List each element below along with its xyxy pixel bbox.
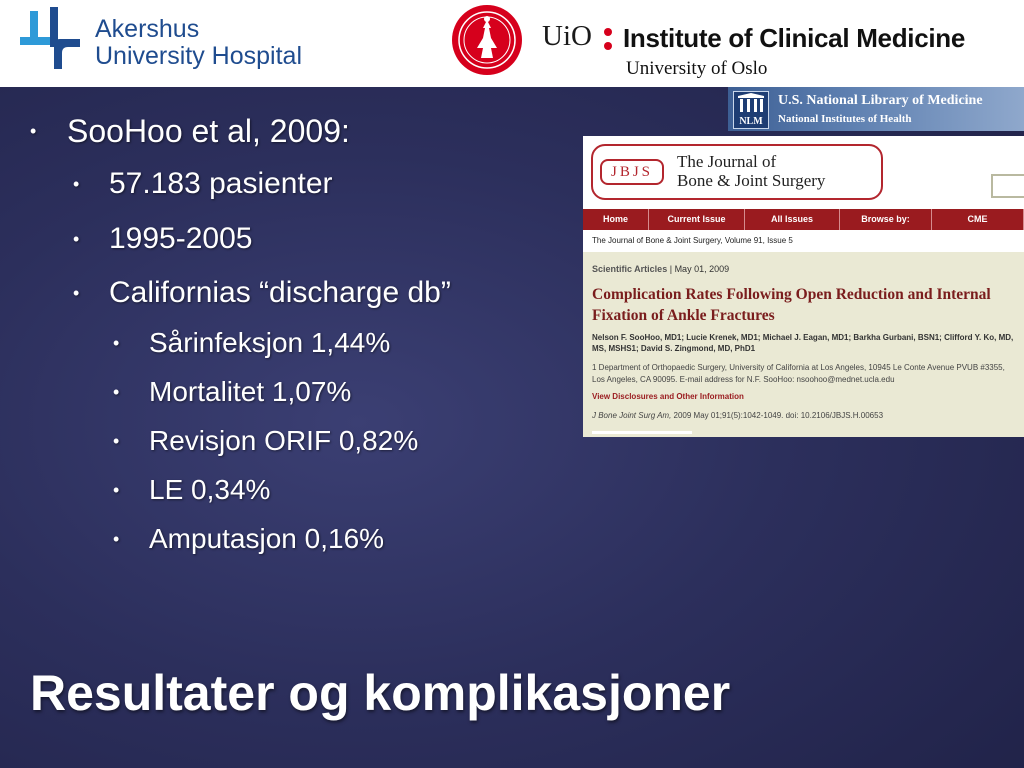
- bullet-text: Mortalitet 1,07%: [149, 376, 352, 407]
- bullet-dot-icon: •: [73, 174, 80, 194]
- bullet-item: [113, 376, 352, 408]
- jbjs-nav-cme[interactable]: CME: [932, 209, 1024, 230]
- bullet-text: 57.183 pasienter: [109, 167, 333, 200]
- hospital-name: [95, 16, 302, 70]
- jbjs-section-label: Scientific Articles: [592, 264, 668, 274]
- uio-seal-icon: [451, 4, 523, 76]
- jbjs-mark: JBJS: [600, 159, 664, 185]
- nlm-title: U.S. National Library of Medicine: [778, 93, 983, 108]
- slide-title: Resultater og komplikasjoner: [30, 665, 731, 721]
- bullet-text: Sårinfeksjon 1,44%: [149, 327, 391, 358]
- jbjs-nav-all-issues[interactable]: All Issues: [745, 209, 840, 230]
- jbjs-nav-home[interactable]: Home: [583, 209, 649, 230]
- header-band: [0, 0, 1024, 87]
- bullet-item: [113, 474, 271, 506]
- jbjs-journal-name: [677, 152, 825, 190]
- bullet-dot-icon: •: [113, 382, 120, 402]
- jbjs-search-input[interactable]: [991, 174, 1024, 198]
- bullet-item: [73, 167, 333, 201]
- bullet-item: [113, 523, 385, 555]
- bullet-item: [73, 276, 451, 310]
- nlm-box-label: NLM: [739, 116, 763, 127]
- bullet-text: LE 0,34%: [149, 474, 271, 505]
- jbjs-nav-current-issue[interactable]: Current Issue: [649, 209, 745, 230]
- bullet-dot-icon: •: [30, 121, 37, 141]
- jbjs-date: May 01, 2009: [674, 264, 730, 274]
- bullet-text: Revisjon ORIF 0,82%: [149, 425, 419, 456]
- jbjs-separator: |: [669, 264, 675, 274]
- jbjs-name-line2: Bone & Joint Surgery: [677, 171, 826, 190]
- jbjs-cite-rest: 2009 May 01;91(5):1042-1049. doi: 10.2106/JBJS.H.00653: [673, 411, 884, 420]
- jbjs-disclosures-link[interactable]: View Disclosures and Other Information: [592, 392, 744, 401]
- bullet-text: Amputasjon 0,16%: [149, 523, 385, 554]
- uio-wordmark: UiO: [542, 20, 592, 52]
- uio-colon-icon: [604, 28, 612, 50]
- bullet-item: [30, 113, 350, 150]
- bullet-dot-icon: •: [113, 529, 120, 549]
- jbjs-issue-line: The Journal of Bone & Joint Surgery, Volume 91, Issue 5: [592, 236, 793, 245]
- hospital-name-line2: University Hospital: [95, 42, 303, 70]
- nlm-logo-icon: [733, 91, 769, 129]
- journal-clipping: [583, 136, 1024, 437]
- jbjs-name-line1: The Journal of: [677, 152, 777, 171]
- jbjs-authors: Nelson F. SooHoo, MD1; Lucie Krenek, MD1; Michael J. Eagan, MD1; Barkha Gurbani, BSN1; Clifford Y. Ko, MD, MS, MSHS1; David S. Zingmond, MD, PhD1: [592, 333, 1014, 353]
- bullet-item: [73, 222, 253, 256]
- bullet-text: SooHoo et al, 2009:: [67, 113, 350, 149]
- bullet-text: 1995-2005: [109, 222, 253, 255]
- institute-subtitle: University of Oslo: [626, 58, 768, 79]
- bullet-dot-icon: •: [113, 480, 120, 500]
- jbjs-section-line: [592, 264, 729, 274]
- jbjs-citation: [592, 411, 883, 420]
- hospital-name-line1: Akershus: [95, 15, 200, 43]
- jbjs-department: 1 Department of Orthopaedic Surgery, University of California at Los Angeles, 10945 Le Conte Avenue PVUB #3355, Los Angeles, CA 90095. E-mail address for N.F. SooHoo: nsoohoo@mednet.ucla.edu: [592, 363, 1005, 384]
- jbjs-article-title[interactable]: Complication Rates Following Open Reduction and Internal Fixation of Ankle Fractures: [592, 286, 991, 324]
- jbjs-nav-browse[interactable]: Browse by:: [840, 209, 932, 230]
- institute-name: Institute of Clinical Medicine: [623, 23, 966, 53]
- jbjs-footer-rule: [592, 431, 692, 434]
- bullet-item: [113, 425, 419, 457]
- akershus-logo-icon: [20, 7, 80, 71]
- bullet-dot-icon: •: [113, 333, 120, 353]
- jbjs-article-panel: [583, 252, 1024, 437]
- bullet-item: [113, 327, 391, 359]
- bullet-dot-icon: •: [113, 431, 120, 451]
- jbjs-cite-journal: J Bone Joint Surg Am,: [592, 411, 672, 420]
- bullet-dot-icon: •: [73, 229, 80, 249]
- nlm-subtitle: National Institutes of Health: [778, 113, 912, 125]
- jbjs-logo: [591, 144, 883, 200]
- bullet-dot-icon: •: [73, 283, 80, 303]
- bullet-text: Californias “discharge db”: [109, 276, 451, 309]
- nlm-pillar-icon: [734, 92, 768, 114]
- nlm-banner: [728, 87, 1024, 131]
- jbjs-nav-bar: [583, 209, 1024, 230]
